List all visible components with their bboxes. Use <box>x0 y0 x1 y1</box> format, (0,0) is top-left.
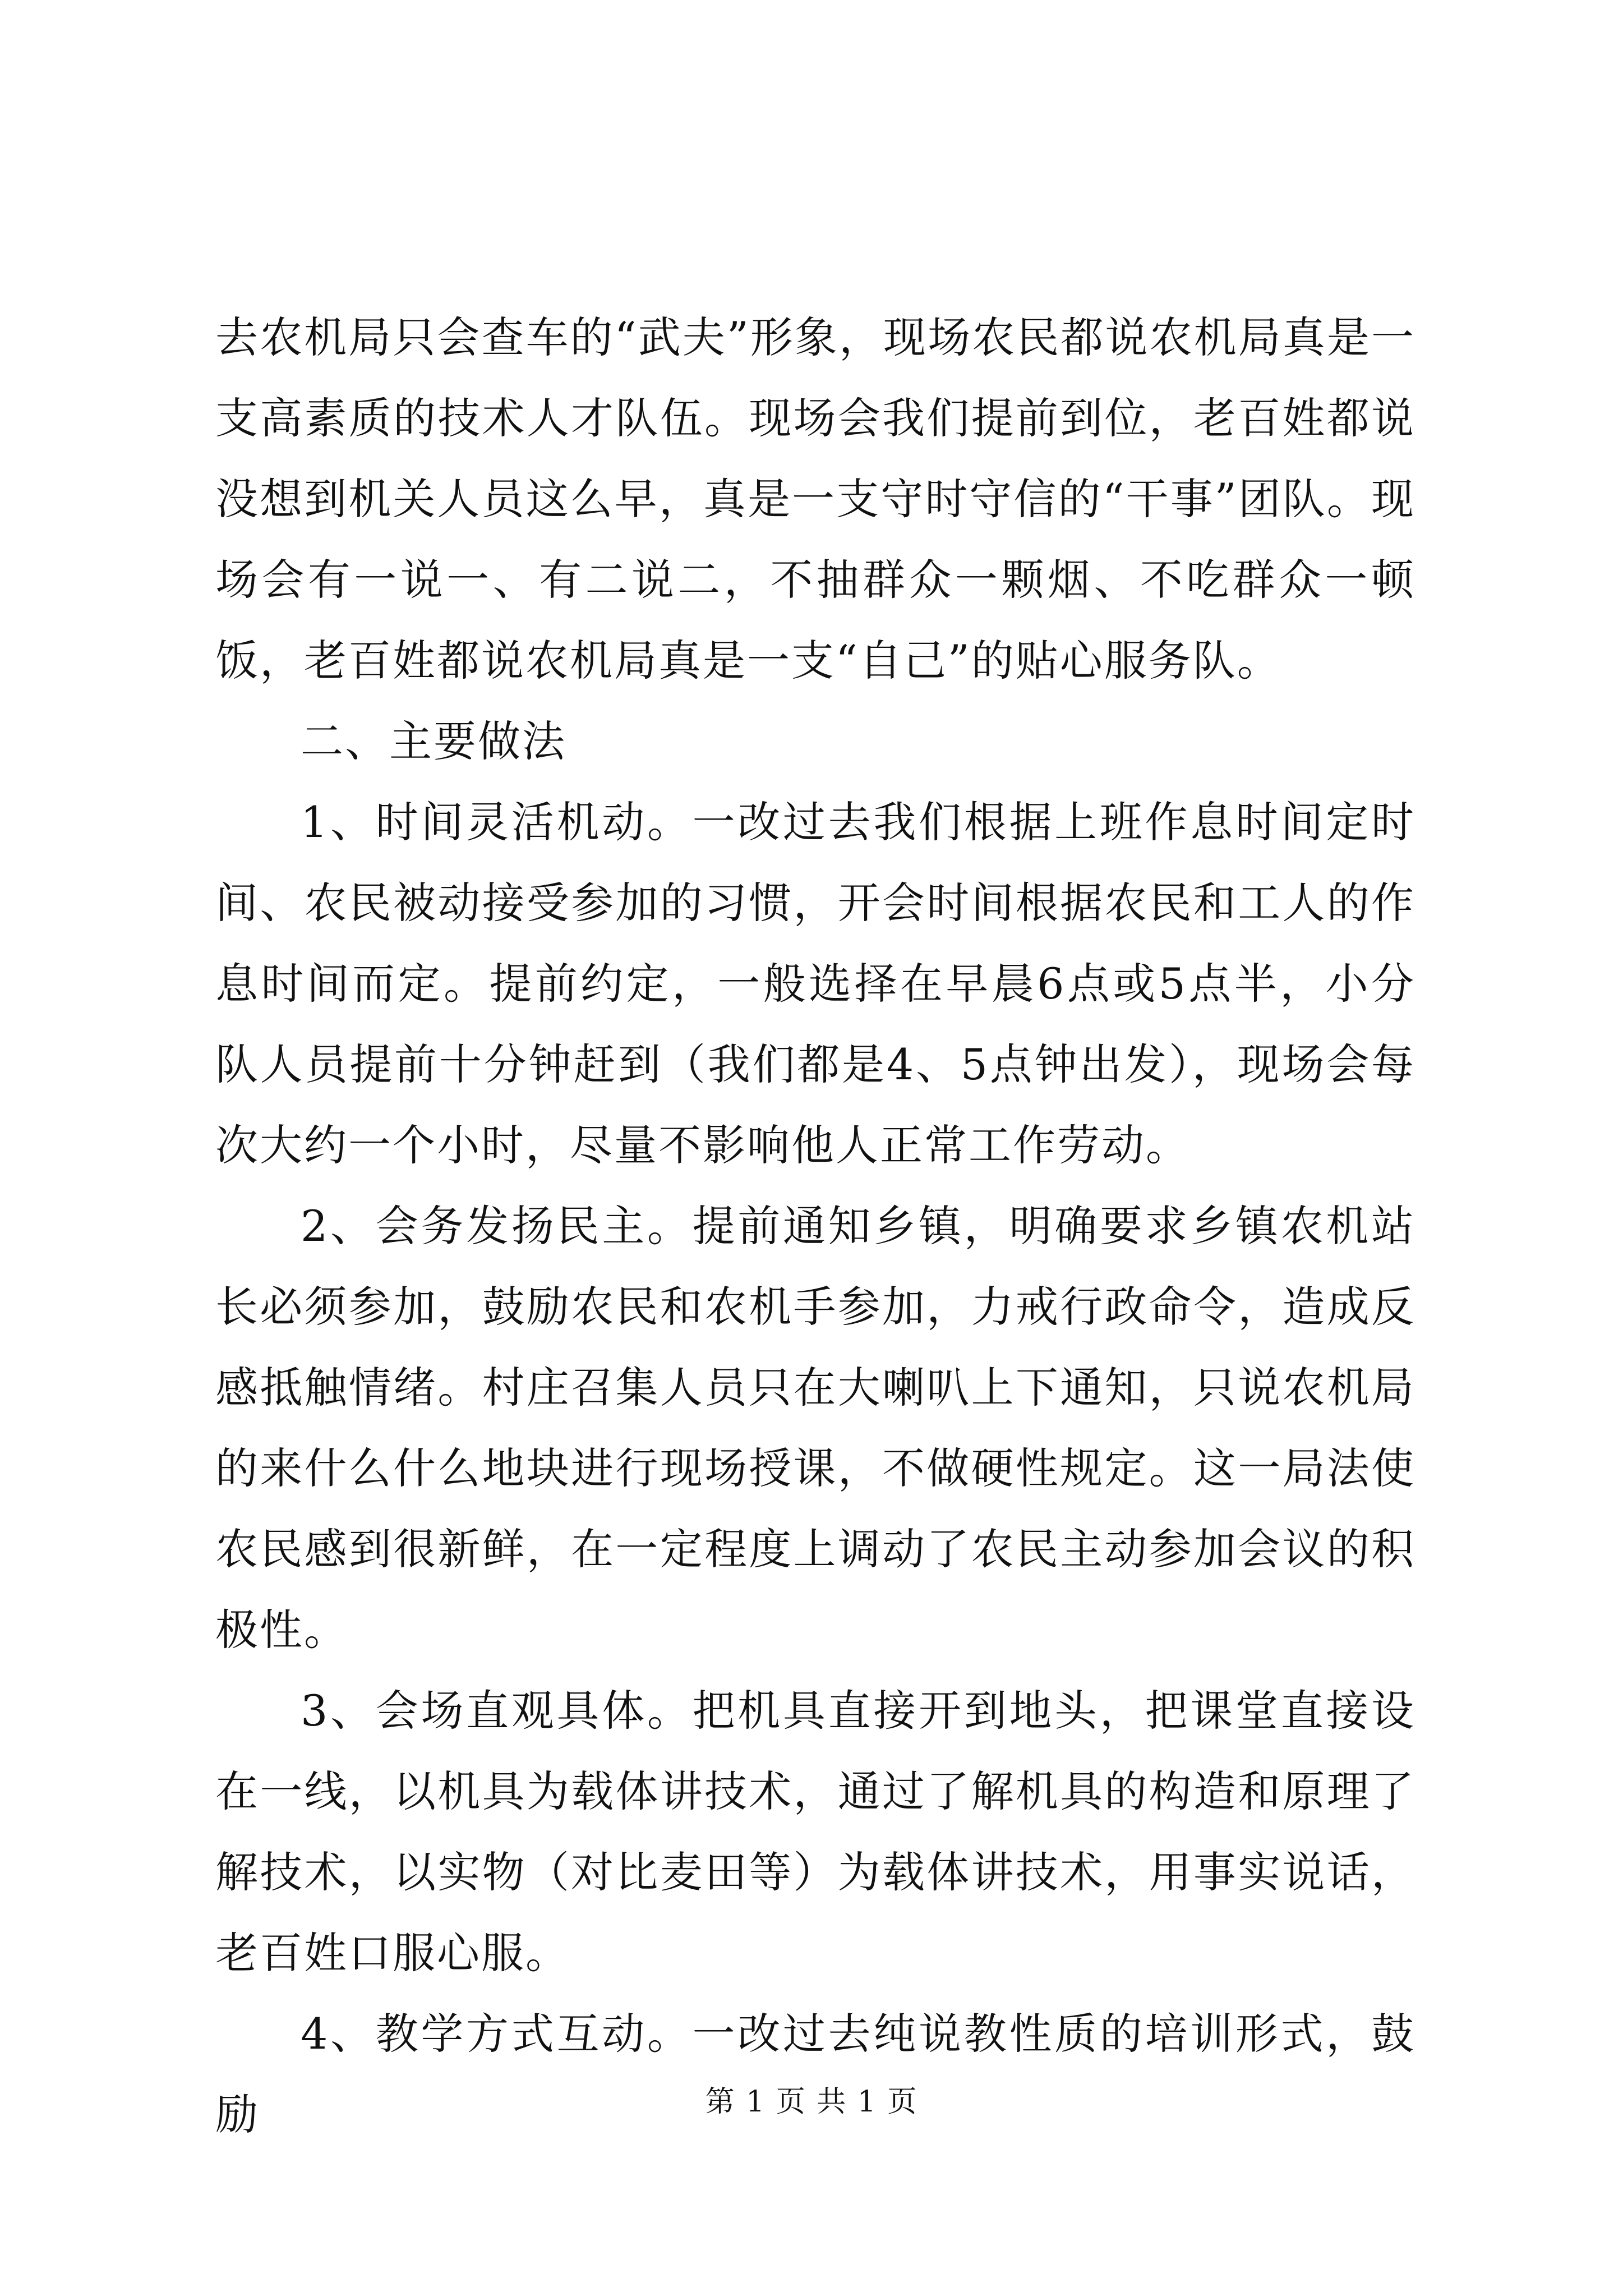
section-heading: 二、主要做法 <box>301 716 566 766</box>
document-body <box>215 297 1415 2155</box>
paragraph-item-4: 4、教学方式互动。一改过去纯说教性质的培训形式，鼓励 <box>215 2009 1415 2139</box>
paragraph-continuation: 去农机局只会查车的“武夫”形象，现场农民都说农机局真是一支高素质的技术人才队伍。现场会我们提前到位，老百姓都说没想到机关人员这么早，真是一支守时守信的“干事”团队。现场会有一说一、有二说二，不抽群众一颗烟、不吃群众一顿饭，老百姓都说农机局真是一支“自己”的贴心服务队。 <box>215 312 1415 685</box>
paragraph-item-1: 1、时间灵活机动。一改过去我们根据上班作息时间定时间、农民被动接受参加的习惯，开会时间根据农民和工人的作息时间而定。提前约定，一般选择在早晨6点或5点半，小分队人员提前十分钟赶到（我们都是4、5点钟出发），现场会每次大约一个小时，尽量不影响他人正常工作劳动。 <box>215 797 1415 1170</box>
paragraph-item-3: 3、会场直观具体。把机具直接开到地头，把课堂直接设在一线，以机具为载体讲技术，通过了解机具的构造和原理了解技术，以实物（对比麦田等）为载体讲技术，用事实说话，老百姓口服心服。 <box>215 1686 1415 1978</box>
paragraph-item-2: 2、会务发扬民主。提前通知乡镇，明确要求乡镇农机站长必须参加，鼓励农民和农机手参加，力戒行政命令，造成反感抵触情绪。村庄召集人员只在大喇叭上下通知，只说农机局的来什么什么地块进行现场授课，不做硬性规定。这一局法使农民感到很新鲜，在一定程度上调动了农民主动参加会议的积极性。 <box>215 1201 1415 1655</box>
page-number-footer: 第 1 页 共 1 页 <box>705 2085 918 2119</box>
